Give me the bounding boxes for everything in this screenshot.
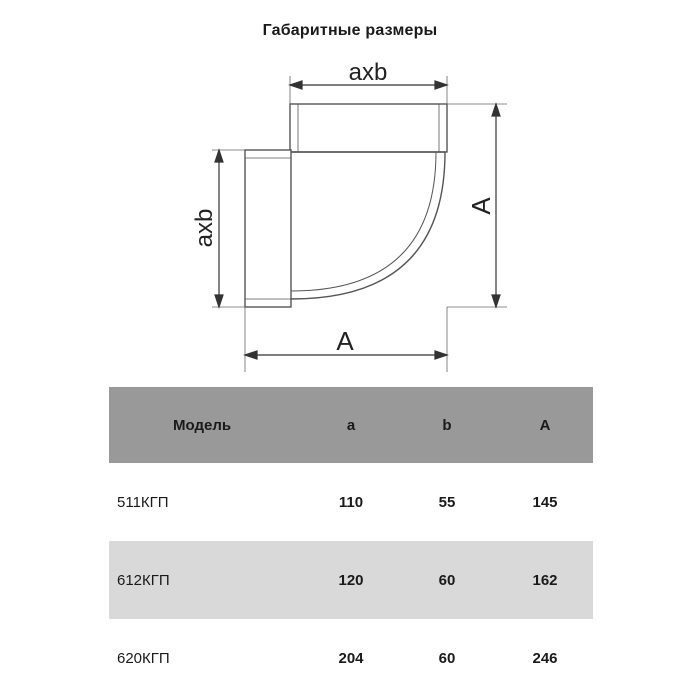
table-row — [109, 619, 593, 697]
bottom-dimension-label: A — [336, 326, 354, 356]
cell-A: 162 — [532, 571, 558, 589]
table-header-row — [109, 387, 593, 463]
cell-b: 55 — [438, 493, 456, 511]
cell-model: 511КГП — [117, 493, 169, 511]
header-a: a — [346, 416, 356, 434]
cell-A: 246 — [532, 649, 558, 667]
header-b: b — [442, 416, 452, 434]
cell-A: 145 — [532, 493, 558, 511]
cell-model: 620КГП — [117, 649, 170, 667]
side-dimension-label: axb — [191, 208, 218, 248]
cell-a: 120 — [338, 571, 364, 589]
table-row — [109, 541, 593, 619]
cell-a: 204 — [338, 649, 364, 667]
dimensions-table — [109, 387, 593, 697]
elbow-outline — [245, 104, 447, 307]
page-title: Габаритные размеры — [262, 22, 438, 39]
right-dimension-label: A — [466, 197, 496, 215]
cell-b: 60 — [438, 649, 456, 667]
cell-a: 110 — [338, 493, 364, 511]
header-model: Модель — [173, 416, 232, 434]
table-row — [109, 463, 593, 541]
cell-model: 612КГП — [117, 571, 170, 589]
top-dimension-label: axb — [348, 59, 388, 86]
header-A: A — [539, 416, 551, 434]
cell-b: 60 — [438, 571, 456, 589]
